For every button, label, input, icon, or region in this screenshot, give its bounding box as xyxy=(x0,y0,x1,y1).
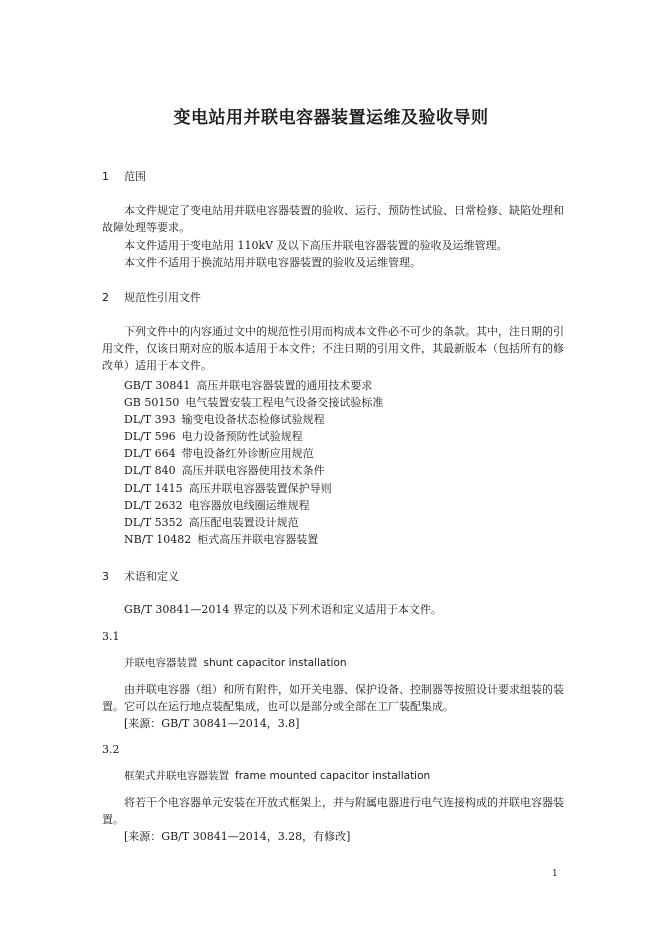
section-heading-normative xyxy=(102,289,201,305)
reference-item: DL/T 664 带电设备红外诊断应用规范 xyxy=(124,447,314,461)
term-source: [来源：GB/T 30841—2014，3.28，有修改] xyxy=(124,830,351,843)
term-title xyxy=(124,655,347,670)
term-en: shunt capacitor installation xyxy=(203,657,347,669)
reference-item: DL/T 393 输变电设备状态检修试验规程 xyxy=(124,413,325,427)
page-number: 1 xyxy=(552,869,558,879)
section-number: 3 xyxy=(102,570,109,583)
term-zh: 框架式并联电容器装置 xyxy=(124,770,229,782)
section-number: 1 xyxy=(102,170,109,183)
scope-paragraph-1: 本文件规定了变电站用并联电容器装置的验收、运行、预防性试验、日常检修、缺陷处理和故障处理等要求。 xyxy=(102,204,564,234)
reference-item: GB 50150 电气装置安装工程电气设备交接试验标准 xyxy=(124,396,384,410)
reference-item: NB/T 10482 柜式高压并联电容器装置 xyxy=(124,532,319,546)
term-number: 3.1 xyxy=(102,630,120,643)
section-title: 范围 xyxy=(124,170,146,183)
section-heading-terms xyxy=(102,568,179,584)
scope-paragraph-3: 本文件不适用于换流站用并联电容器装置的验收及运维管理。 xyxy=(124,256,421,269)
term-source: [来源：GB/T 30841—2014，3.8] xyxy=(124,717,300,730)
scope-paragraph-2: 本文件适用于变电站用 110kV 及以下高压并联电容器装置的验收及运维管理。 xyxy=(124,239,508,252)
section-heading-scope xyxy=(102,168,146,184)
term-definition: 将若干个电容器单元安装在开放式框架上，并与附属电器进行电气连接构成的并联电容器装置。 xyxy=(102,796,564,826)
document-title: 变电站用并联电容器装置运维及验收导则 xyxy=(173,108,489,128)
term-number: 3.2 xyxy=(102,743,120,756)
reference-item: DL/T 840 高压并联电容器使用技术条件 xyxy=(124,464,325,478)
terms-intro: GB/T 30841—2014 界定的以及下列术语和定义适用于本文件。 xyxy=(124,603,442,616)
normative-intro: 下列文件中的内容通过文中的规范性引用而构成本文件必不可少的条款。其中，注日期的引用文件，仅该日期对应的版本适用于本文件；不注日期的引用文件，其最新版本（包括所有的修改单）适用于本文件。 xyxy=(102,325,564,372)
term-zh: 并联电容器装置 xyxy=(124,657,198,669)
section-number: 2 xyxy=(102,291,109,304)
section-title: 术语和定义 xyxy=(124,570,179,583)
reference-item: DL/T 2632 电容器放电线圈运维规程 xyxy=(124,498,310,512)
reference-list xyxy=(124,377,383,548)
section-title: 规范性引用文件 xyxy=(124,291,201,304)
reference-item: DL/T 596 电力设备预防性试验规程 xyxy=(124,430,303,444)
term-title xyxy=(124,768,430,783)
term-en: frame mounted capacitor installation xyxy=(235,770,431,782)
reference-item: DL/T 1415 高压并联电容器装置保护导则 xyxy=(124,481,332,495)
reference-item: GB/T 30841 高压并联电容器装置的通用技术要求 xyxy=(124,379,373,392)
reference-item: DL/T 5352 高压配电装置设计规范 xyxy=(124,515,299,529)
term-definition: 由并联电容器（组）和所有附件，如开关电器、保护设备、控制器等按照设计要求组装的装置。它可以在运行地点装配集成，也可以是部分或全部在工厂装配集成。 xyxy=(102,683,564,713)
